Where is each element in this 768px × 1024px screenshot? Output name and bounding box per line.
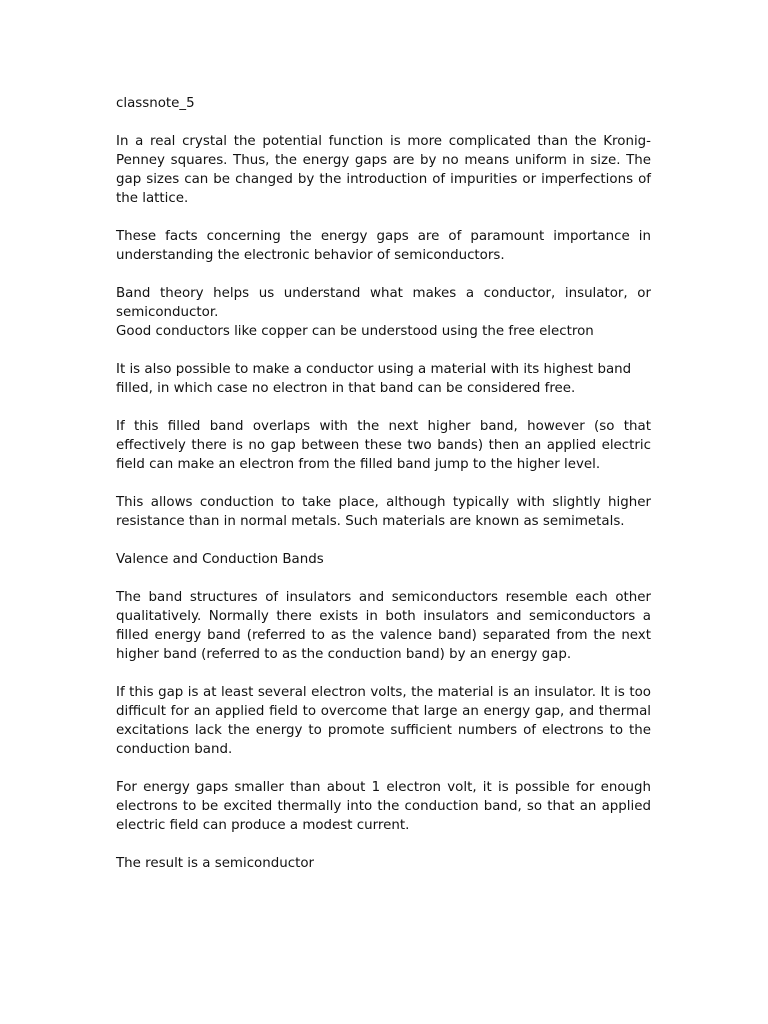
section-heading: Valence and Conduction Bands: [116, 552, 324, 567]
paragraph-good-conductors: Good conductors like copper can be understood using the free electron: [116, 324, 594, 339]
paragraph-small-gaps: For energy gaps smaller than about 1 electron volt, it is possible for enough electrons to be excited thermally into the conduction band, so that an applied electric field can produce a modest current.: [116, 780, 651, 833]
paragraph-band-overlap: If this filled band overlaps with the next higher band, however (so that effectively there is no gap between these two bands) then an applied electric field can make an electron from the filled band jump to the higher level.: [116, 419, 651, 472]
paragraph-band-structures: The band structures of insulators and semiconductors resemble each other qualitatively. Normally there exists in both insulators and semiconductors a filled energy band (referred to as the valence band) separated from the next higher band (referred to as the conduction band) by an energy gap.: [116, 590, 651, 662]
paragraph-insulator-gap: If this gap is at least several electron volts, the material is an insulator. It is too difficult for an applied field to overcome that large an energy gap, and thermal excitations lack the energy to promote sufficient numbers of electrons to the conduction band.: [116, 685, 651, 757]
paragraph-filled-band-conductor: It is also possible to make a conductor using a material with its highest band filled, in which case no electron in that band can be considered free.: [116, 362, 632, 396]
paragraph-result-semiconductor: The result is a semiconductor: [116, 856, 315, 871]
paragraph-semimetals: This allows conduction to take place, although typically with slightly higher resistance than in normal metals. Such materials are known as semimetals.: [116, 495, 651, 529]
document-title: classnote_5: [116, 96, 195, 111]
paragraph-band-theory: Band theory helps us understand what makes a conductor, insulator, or semiconductor.: [116, 286, 651, 320]
document-page: [116, 94, 651, 892]
paragraph-energy-gaps-importance: These facts concerning the energy gaps are of paramount importance in understanding the electronic behavior of semiconductors.: [116, 229, 651, 263]
paragraph-kronig-penney: In a real crystal the potential function is more complicated than the Kronig-Penney squares. Thus, the energy gaps are by no means uniform in size. The gap sizes can be changed by the introduction of impurities or imperfections of the lattice.: [116, 134, 651, 206]
